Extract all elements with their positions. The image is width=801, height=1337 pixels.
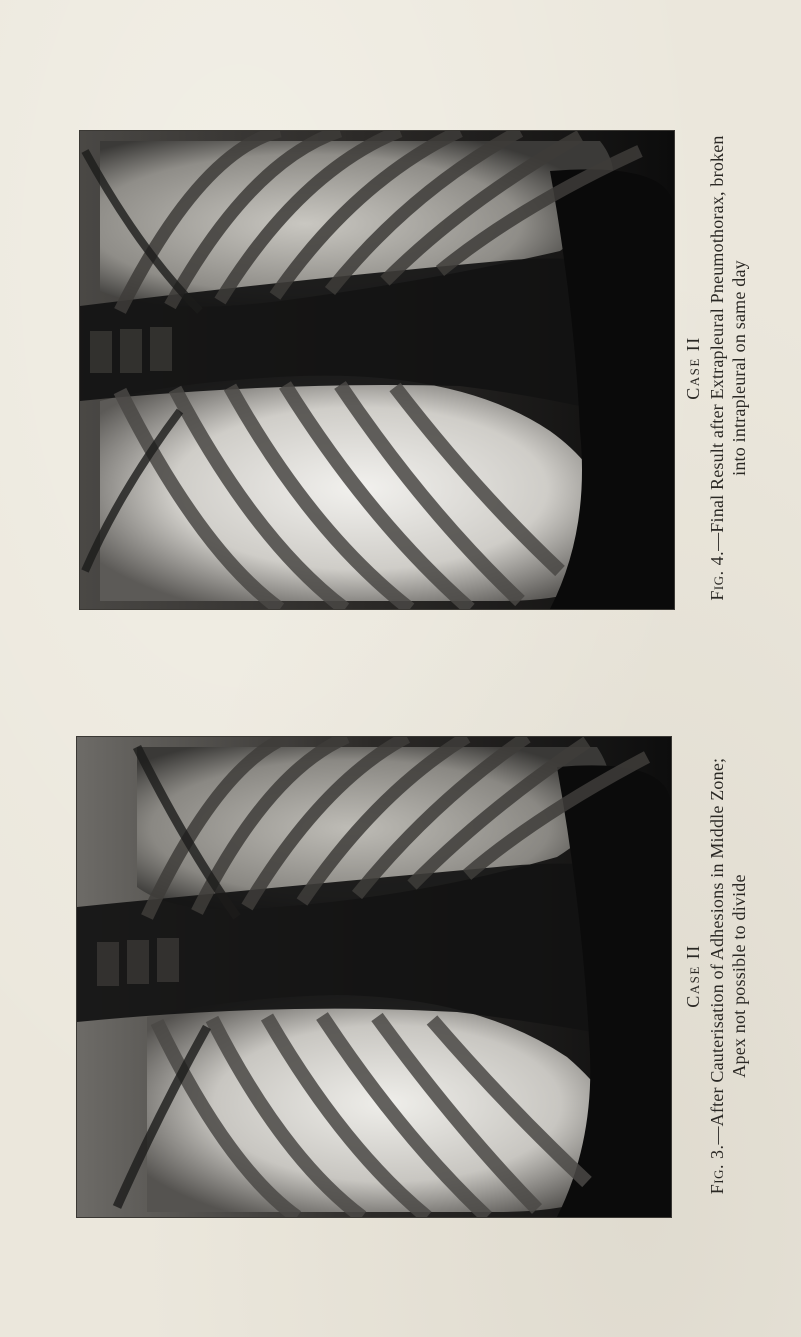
- caption-line: [706, 726, 728, 1226]
- xray-image-fig4: [80, 131, 674, 609]
- caption-text: —After Cauterisation of Adhesions in Middle Zone;: [707, 757, 727, 1145]
- xray-image-fig3: [77, 737, 671, 1217]
- xray-plate-fig3: [76, 736, 672, 1218]
- caption-text: —Final Result after Extrapleural Pneumothorax, broken: [707, 135, 727, 551]
- case-heading: Case II: [683, 944, 703, 1008]
- case-heading: Case II: [683, 336, 703, 400]
- xray-plate-fig4: [79, 130, 675, 610]
- caption-line-2: Apex not possible to divide: [729, 874, 749, 1078]
- figure-label: Fig. 3.: [707, 1144, 727, 1195]
- caption-fig4: [682, 108, 750, 628]
- figure-label: Fig. 4.: [707, 550, 727, 601]
- caption-line-2: into intrapleural on same day: [729, 260, 749, 476]
- caption-fig3: [682, 726, 750, 1226]
- caption-line: [706, 108, 728, 628]
